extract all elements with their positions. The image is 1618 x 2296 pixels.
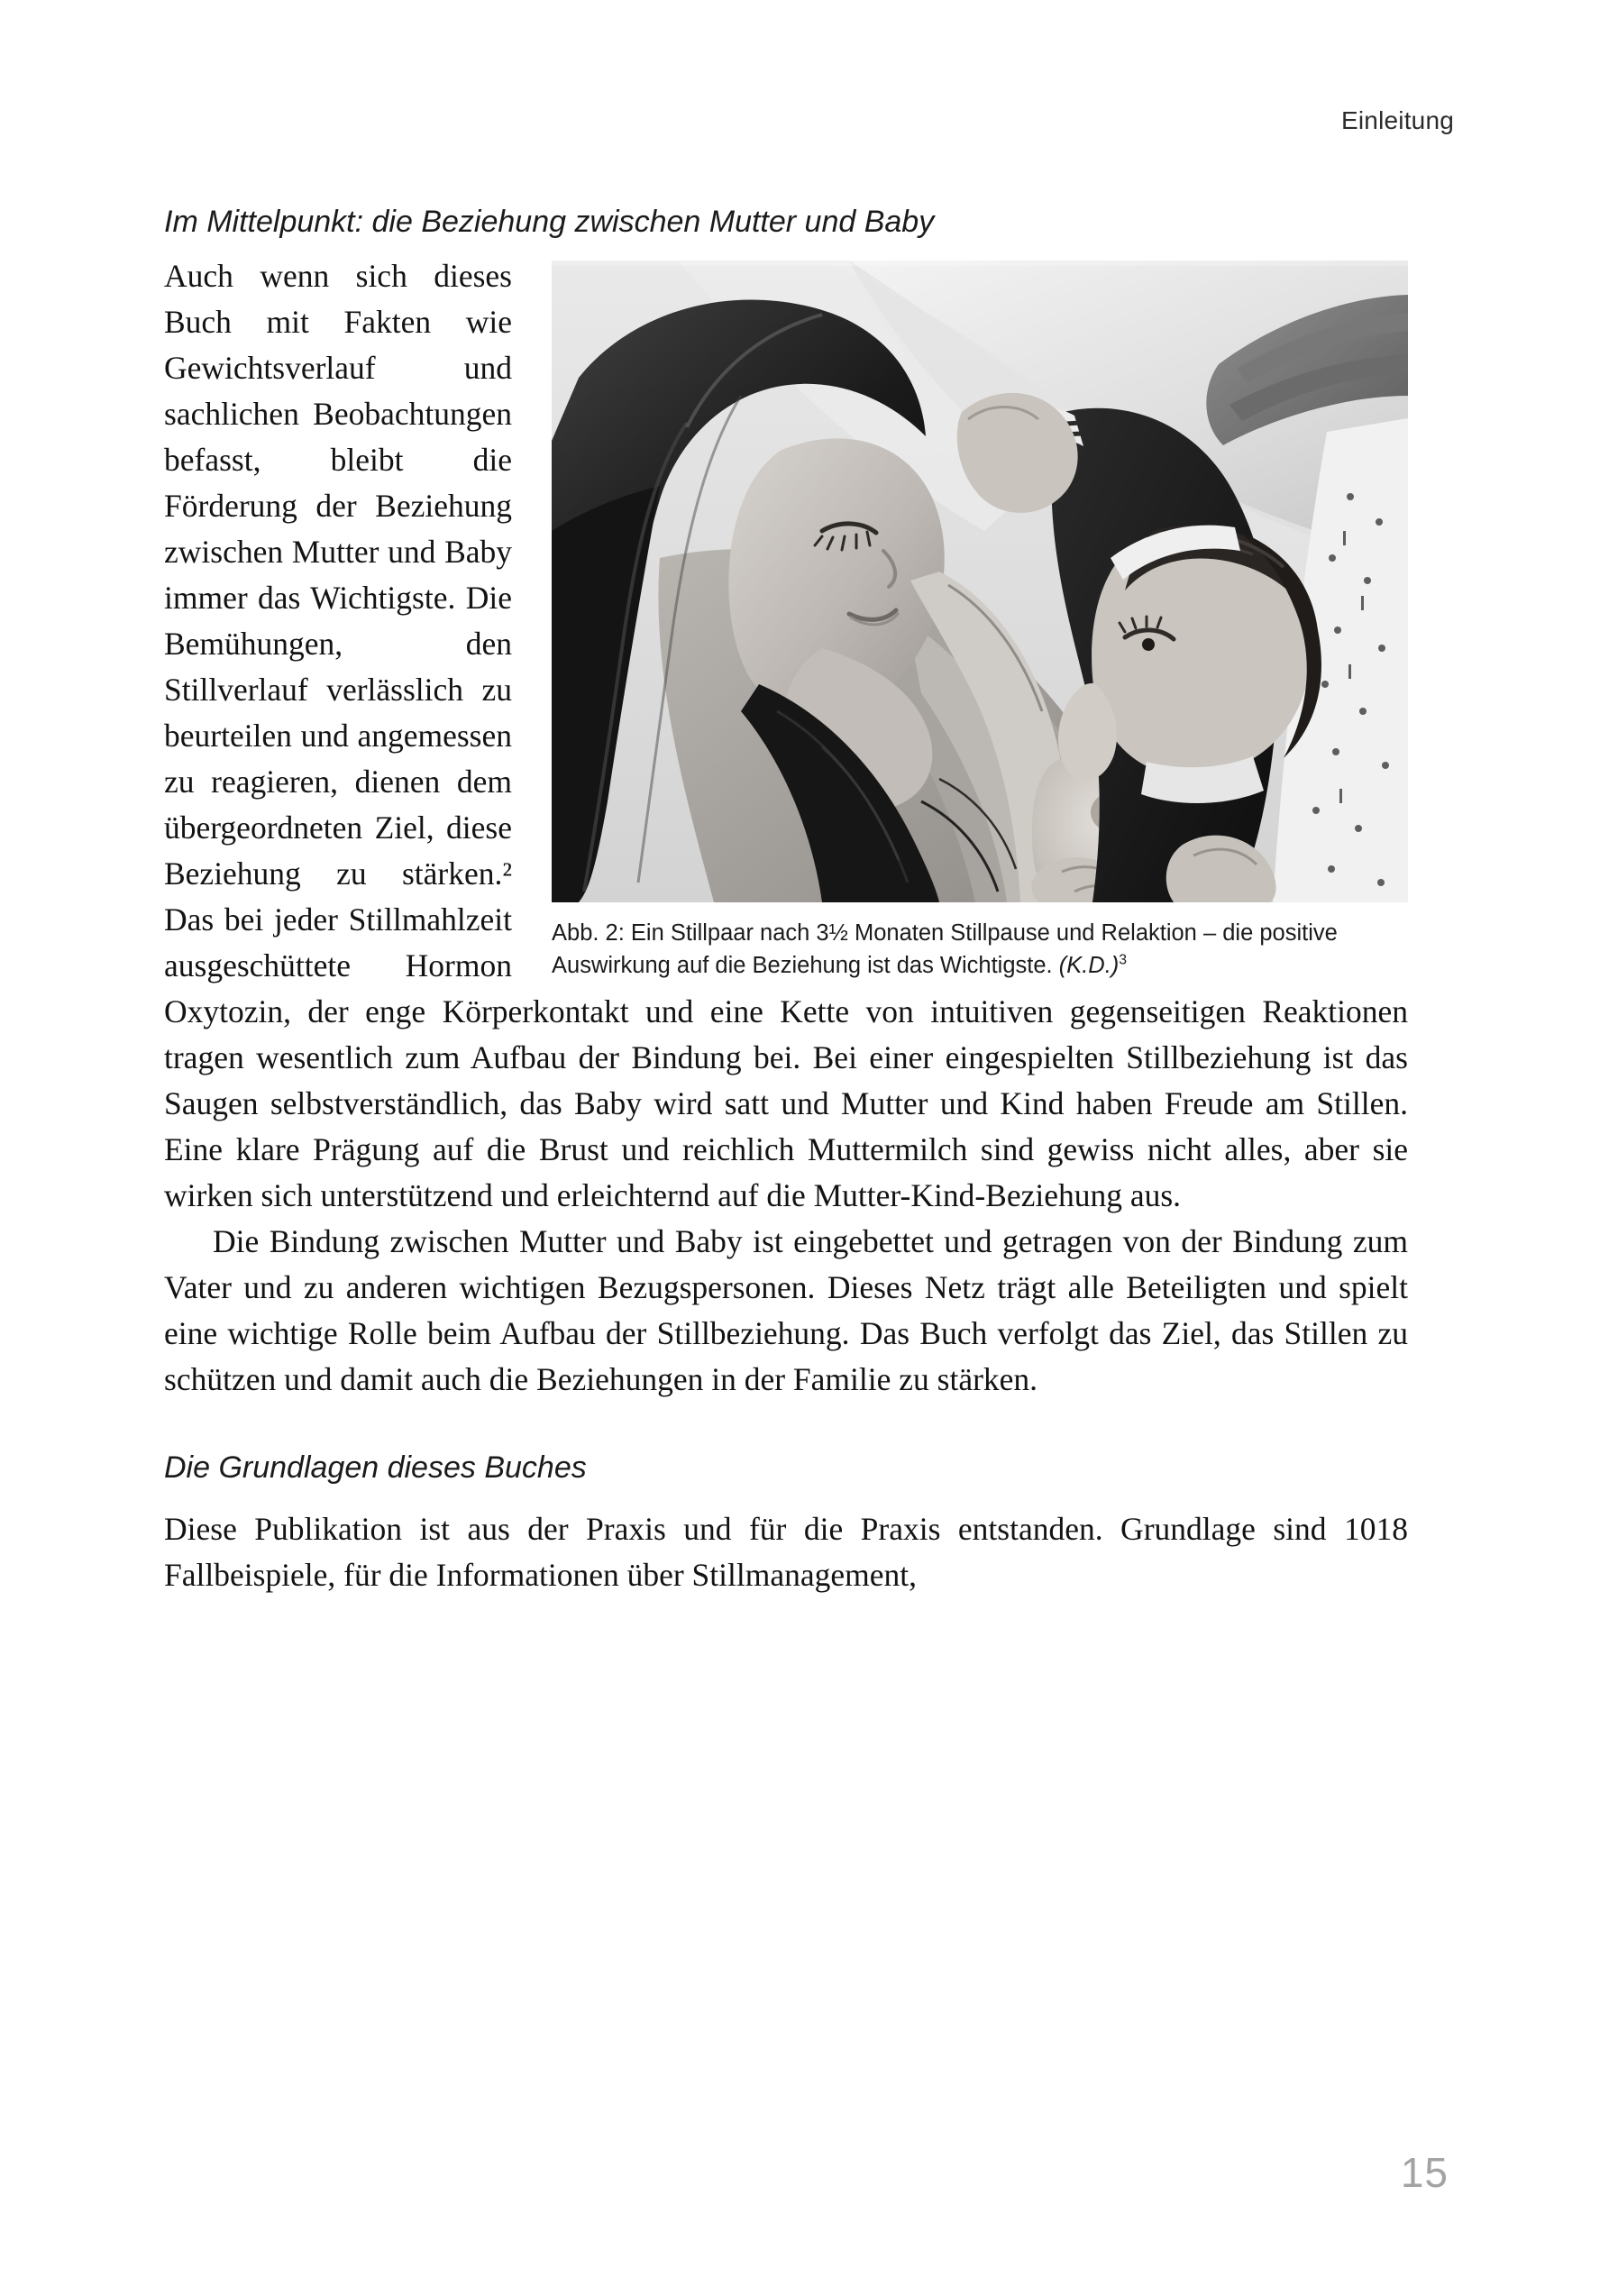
figure-caption <box>552 917 1408 982</box>
figure-abb-2 <box>552 261 1408 982</box>
section-heading-im-mittelpunkt: Im Mittelpunkt: die Beziehung zwischen Mutter und Baby <box>164 205 935 239</box>
paragraph-2: Die Bindung zwischen Mutter und Baby ist eingebettet und getragen von der Bindung zum Vater und zu anderen wichtigen Bezugspersonen. Dieses Netz trägt alle Beteiligten und spielt eine wichtige Rolle beim Aufbau der Stillbeziehung. Das Buch verfolgt das Ziel, das Stillen zu schützen und damit auch die Beziehungen in der Familie zu stärken. <box>164 1222 1408 1397</box>
section-heading-die-grundlagen: Die Grundlagen dieses Buches <box>164 1450 587 1485</box>
figure-image-breastfeeding-pair <box>552 261 1408 902</box>
running-header: Einleitung <box>1341 106 1454 134</box>
page-number: 15 <box>1400 2149 1449 2196</box>
figure-caption-credit: (K.D.) <box>1058 952 1120 978</box>
paragraph-1: Auch wenn sich dieses Buch mit Fakten wie Gewichtsverlauf und sachlichen Beobachtungen befasst, bleibt die Förderung der Beziehung zwischen Mutter und Baby immer das Wichtigste. Die Bemühungen, den Stillverlauf verlässlich zu beurteilen und angemessen zu reagieren, dienen dem übergeordneten Ziel, diese Beziehung zu stärken.² Das bei jeder Stillmahlzeit ausgeschüttete Hormon Oxytozin, der enge Körperkontakt und eine Kette von intuitiven gegenseitigen Reaktionen tragen wesentlich zum Aufbau der Bindung bei. Bei einer eingespielten Stillbeziehung ist das Saugen selbstverständlich, das Baby wird satt und Mutter und Kind haben Freude am Stillen. Eine klare Prägung auf die Brust und reichlich Muttermilch sind gewiss nicht alles, aber sie wirken sich unterstützend und erleichternd auf die Mutter-Kind-Beziehung aus. <box>164 257 1408 1213</box>
section-spacer <box>164 1403 1408 1450</box>
figure-caption-footnote-marker: 3 <box>1119 952 1128 968</box>
paragraph-3: Diese Publikation ist aus der Praxis und für die Praxis entstanden. Grundlage sind 1018 Fallbeispiele, für die Informationen über Stillmanagement, <box>164 1510 1408 1593</box>
page-content <box>164 204 1408 1598</box>
text-and-figure-block <box>164 253 1408 1219</box>
figure-caption-text: Abb. 2: Ein Stillpaar nach 3½ Monaten Stillpause und Relaktion – die positive Auswirkung auf die Beziehung ist das Wichtigste. <box>552 919 1338 978</box>
